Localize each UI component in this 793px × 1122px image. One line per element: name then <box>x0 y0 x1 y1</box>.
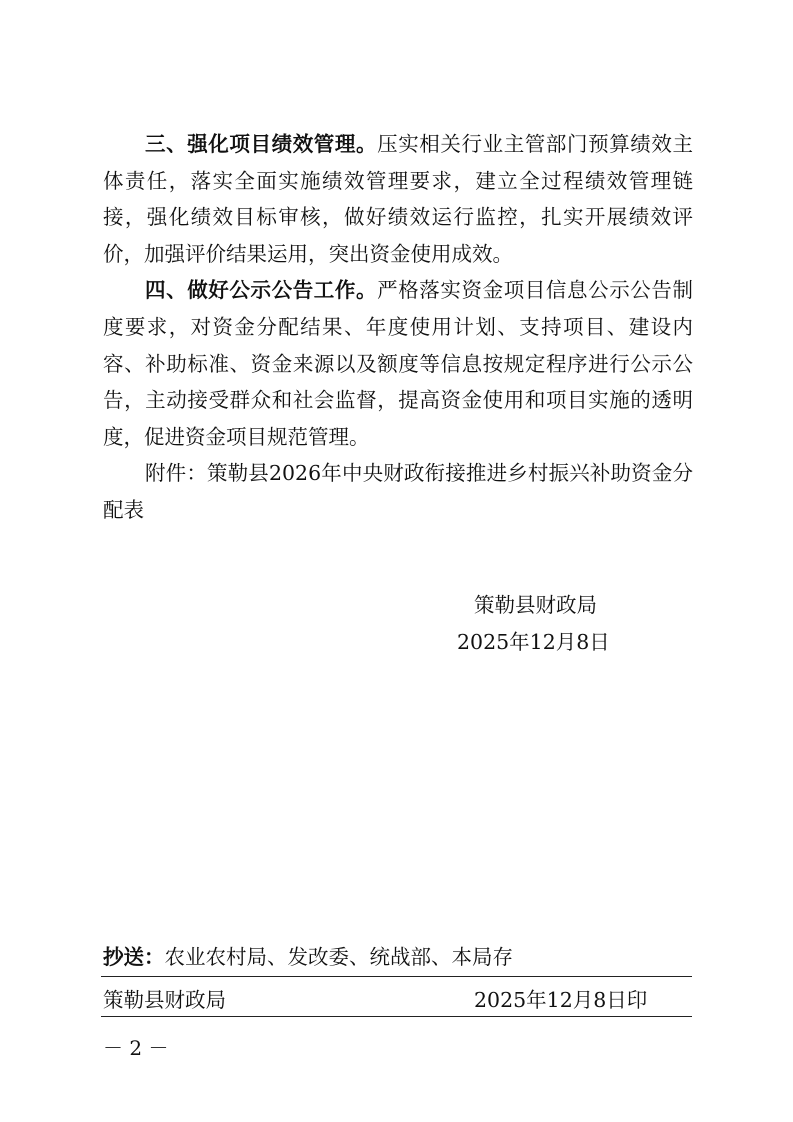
paragraph-performance-management <box>103 126 693 272</box>
signature-date: 2025年12月8日 <box>457 630 610 654</box>
page-number: － 2 － <box>103 1036 169 1060</box>
paragraph-public-notice <box>103 272 693 455</box>
paragraph-heading: 四、做好公示公告工作。 <box>145 278 378 303</box>
paragraph-heading: 三、强化项目绩效管理。 <box>145 132 378 156</box>
paragraph-text: 严格落实资金项目信息公示公告制度要求，对资金分配结果、年度使用计划、支持项目、建设内容、补助标准、资金来源以及额度等信息按规定程序进行公示公告，主动接受群众和社会监督，提高资金使用和项目实施的透明度，促进资金项目规范管理。 <box>103 278 694 449</box>
copy-to-recipients: 农业农村局、发改委、统战部、本局存 <box>164 945 513 969</box>
footer-issuer: 策勒县财政局 <box>103 988 226 1012</box>
document-body <box>103 126 693 529</box>
paragraph-text: 压实相关行业主管部门预算绩效主体责任，落实全面实施绩效管理要求，建立全过程绩效管理链接，强化绩效目标审核，做好绩效运行监控，扎实开展绩效评价，加强评价结果运用，突出资金使用成效。 <box>103 132 694 266</box>
copy-to-line <box>103 940 513 970</box>
footer-bottom-rule <box>101 1016 692 1017</box>
footer-top-rule <box>101 976 692 977</box>
attachment-note: 附件：策勒县2026年中央财政衔接推进乡村振兴补助资金分配表 <box>103 461 693 522</box>
signature-organization: 策勒县财政局 <box>474 593 597 617</box>
copy-to-label: 抄送： <box>103 945 165 969</box>
footer-print-date: 2025年12月8日印 <box>474 988 648 1012</box>
